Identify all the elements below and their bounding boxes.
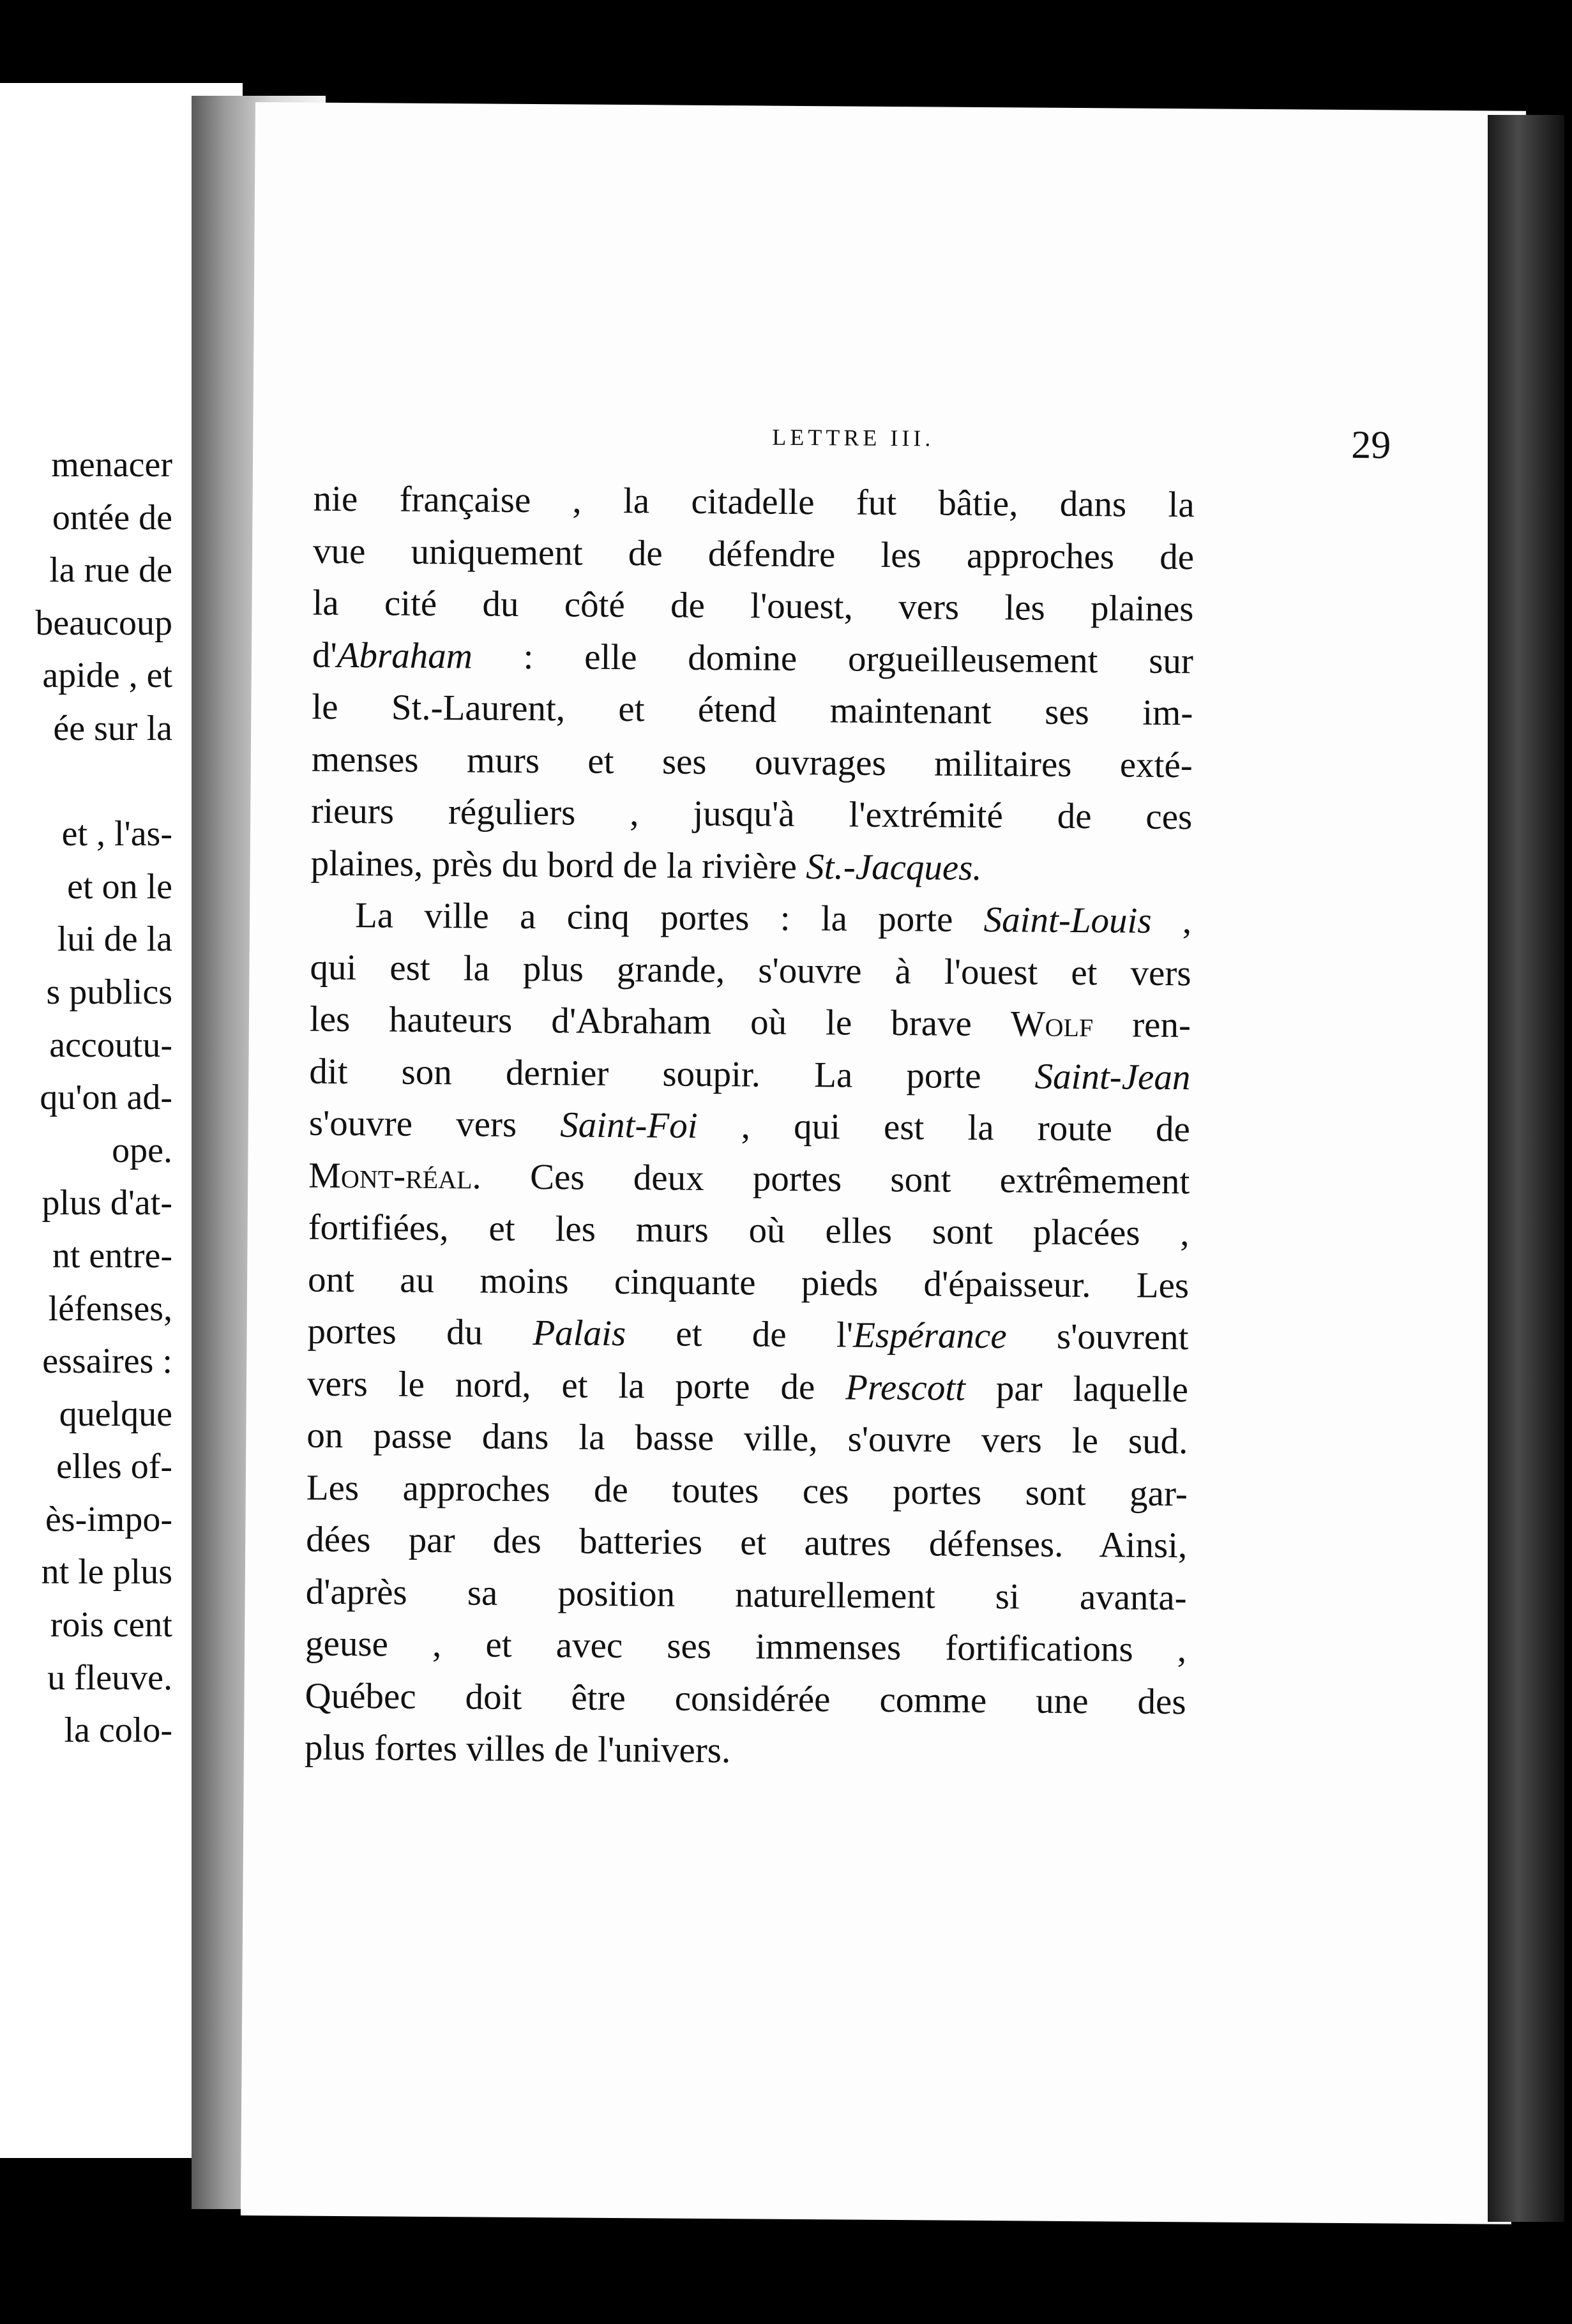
left-text-line: et on le — [67, 866, 172, 907]
text-line: nie française , la citadelle fut bâtie, dans la — [313, 478, 1195, 525]
text-line: Mont-réal. Ces deux portes sont extrêmement — [308, 1155, 1190, 1202]
left-text-line: u fleuve. — [47, 1657, 172, 1698]
left-text-line: essaires : — [42, 1341, 172, 1382]
text-line: plaines, près du bord de la rivière St.-Jacques. — [310, 843, 982, 888]
text-line: plus fortes villes de l'univers. — [304, 1727, 731, 1771]
left-text-line: ès-impo- — [45, 1499, 172, 1539]
text-line: dit son dernier soupir. La porte Saint-Jean — [309, 1051, 1191, 1098]
page-edge-shadow — [1488, 115, 1564, 2222]
left-text-line: ontée de — [52, 497, 172, 538]
left-text-line: la colo- — [64, 1710, 172, 1751]
text-line: vers le nord, et la porte de Prescott par laquelle — [306, 1363, 1189, 1410]
left-text-line — [0, 755, 172, 808]
left-page-text — [0, 439, 172, 1757]
body-text — [305, 473, 1195, 1780]
text-line: fortifiées, et les murs où elles sont placées , — [308, 1207, 1190, 1254]
left-text-line: qu'on ad- — [40, 1078, 172, 1118]
left-text-line: accoutu- — [49, 1025, 172, 1065]
left-text-line: nt le plus — [41, 1552, 172, 1592]
text-line: geuse , et avec ses immenses fortifications , — [305, 1623, 1187, 1670]
left-text-line: la rue de — [49, 550, 172, 591]
text-line: d'Abraham : elle domine orgueilleusement sur — [312, 635, 1194, 681]
page-number: 29 — [1351, 423, 1391, 467]
left-text-line: beaucoup — [35, 603, 172, 643]
text-line: La ville a cinq portes : la porte Saint-Louis , — [354, 895, 1192, 942]
left-text-line: léfenses, — [48, 1288, 172, 1329]
text-line: la cité du côté de l'ouest, vers les plaines — [312, 582, 1194, 630]
left-text-line: ope. — [112, 1130, 172, 1170]
text-line: le St.-Laurent, et étend maintenant ses im- — [312, 686, 1193, 734]
right-page — [241, 102, 1526, 2224]
running-head: LETTRE III. — [772, 424, 935, 451]
left-text-line: quelque — [59, 1394, 172, 1434]
left-text-line: et , l'as- — [61, 814, 172, 854]
text-line: les hauteurs d'Abraham où le brave Wolf ren- — [309, 999, 1191, 1046]
text-line: Les approches de toutes ces portes sont gar- — [306, 1467, 1188, 1514]
text-line: portes du Palais et de l'Espérance s'ouvrent — [307, 1311, 1189, 1358]
text-line: s'ouvre vers Saint-Foi , qui est la route de — [308, 1103, 1191, 1150]
left-text-line: plus d'at- — [42, 1183, 172, 1223]
text-line: Québec doit être considérée comme une des — [305, 1675, 1186, 1722]
left-text-line: nt entre- — [52, 1235, 172, 1276]
left-text-line: lui de la — [57, 919, 172, 960]
text-line: qui est la plus grande, s'ouvre à l'ouest et vers — [310, 947, 1191, 993]
text-line: on passe dans la basse ville, s'ouvre vers le sud. — [306, 1415, 1188, 1462]
left-text-line: apide , et — [42, 656, 172, 696]
text-line: ont au moins cinquante pieds d'épaisseur. Les — [307, 1259, 1190, 1306]
left-text-line: elles of- — [56, 1447, 172, 1487]
left-text-line: menacer — [51, 445, 172, 485]
left-text-line: s publics — [46, 972, 172, 1012]
left-text-line: rois cent — [50, 1605, 172, 1645]
text-line: dées par des batteries et autres défenses. Ainsi, — [306, 1519, 1188, 1566]
text-line: menses murs et ses ouvrages militaires exté- — [311, 739, 1193, 785]
text-line: d'après sa position naturellement si avanta- — [305, 1571, 1187, 1618]
text-line: rieurs réguliers , jusqu'à l'extrémité de ces — [311, 790, 1193, 838]
left-text-line: ée sur la — [53, 708, 172, 748]
text-line: vue uniquement de défendre les approches de — [312, 531, 1195, 577]
